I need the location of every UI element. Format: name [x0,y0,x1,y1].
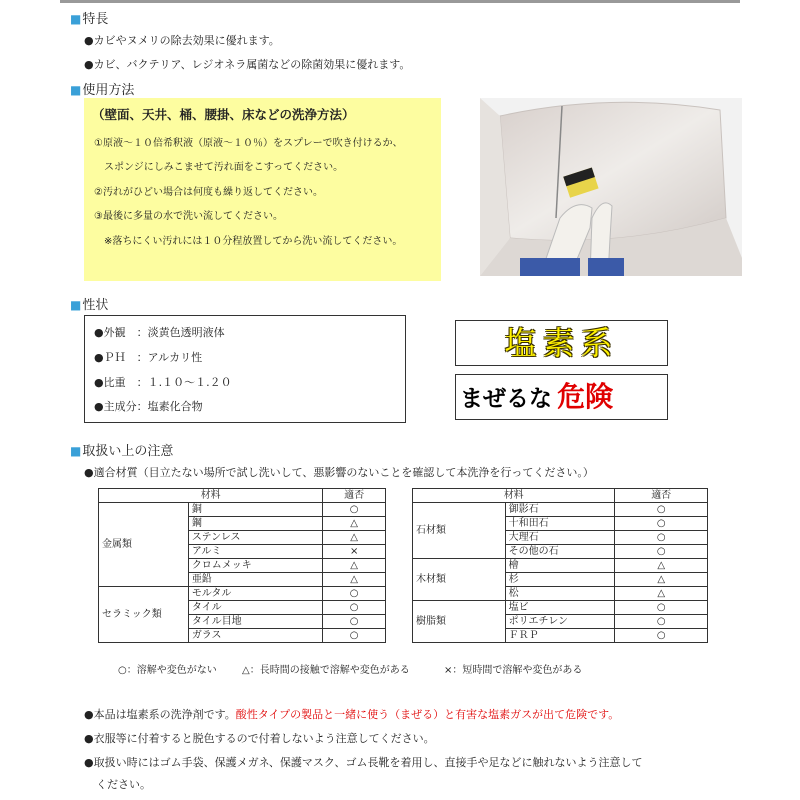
material-name: モルタル [188,587,322,601]
suitability: △ [323,573,386,587]
suitability: ○ [323,615,386,629]
group-name: 木材類 [413,559,506,601]
mix-danger: 危険 [557,380,614,413]
suitability: △ [615,587,708,601]
suitability: ○ [323,503,386,517]
suitability: ○ [323,601,386,615]
material-name: 檜 [505,559,615,573]
property-main-ingredient: ●主成分：塩素化合物 [94,400,203,413]
suitability: ○ [615,601,708,615]
material-name: 大理石 [505,531,615,545]
material-name: 御影石 [505,503,615,517]
suitability: △ [615,559,708,573]
usage-line-1: ①原液～１０倍希釈液（原液～１０％）をスプレーで吹き付けるか、 [94,138,403,149]
properties-heading [70,294,108,313]
handling-title: 取扱い上の注意 [82,444,174,459]
table-header-row [99,489,386,503]
note-3: ●取扱い時にはゴム手袋、保護メガネ、保護マスク、ゴム長靴を着用し、直接手や足などに触れないよう注意して [84,756,643,769]
suitability: △ [323,517,386,531]
suitability: ○ [615,545,708,559]
suitability: ○ [615,629,708,643]
table-header-row [413,489,708,503]
suitability: ○ [323,587,386,601]
suitability: ○ [615,503,708,517]
group-name: 金属類 [99,503,189,587]
group-name: 樹脂類 [413,601,506,643]
col-ok: 適否 [323,489,386,503]
group-name: セラミック類 [99,587,189,643]
note-1-text: ●本品は塩素系の洗浄剤です。 [84,708,236,721]
material-name: 十和田石 [505,517,615,531]
feature-item-2: ●カビ、バクテリア、レジオネラ属菌などの除菌効果に優れます。 [84,58,411,71]
materials-table-left [98,488,386,643]
cleaning-photo [480,98,742,276]
usage-heading [70,79,134,98]
suitability: ○ [615,517,708,531]
group-name: 石材類 [413,503,506,559]
suitability: △ [323,531,386,545]
usage-line-2: スポンジにしみこませて汚れ面をこすってください。 [104,162,344,173]
material-name: クロムメッキ [188,559,322,573]
property-ph: ●ＰＨ ：アルカリ性 [94,351,203,364]
material-name: タイル目地 [188,615,322,629]
suitability: △ [615,573,708,587]
suitability: ○ [615,615,708,629]
material-name: ガラス [188,629,322,643]
suitability: ○ [615,531,708,545]
material-name: ポリエチレン [505,615,615,629]
table-row [413,601,708,615]
legend-ok: ○：溶解や変色がない [118,665,217,676]
materials-table-right [412,488,708,643]
note-1 [84,706,619,722]
material-name: 塩ビ [505,601,615,615]
note-1-warning: 酸性タイプの製品と一緒に使う（まぜる）と有害な塩素ガスが出て危険です。 [235,708,620,721]
material-name: タイル [188,601,322,615]
note-3-cont: ください。 [96,778,151,791]
table-row [413,559,708,573]
material-name: 鋼 [188,517,322,531]
material-name: 亜鉛 [188,573,322,587]
col-material: 材料 [413,489,615,503]
legend-bad: ×：短時間で溶解や変色がある [444,665,583,676]
suitability: × [323,545,386,559]
features-heading [70,8,108,27]
material-name: 松 [505,587,615,601]
material-name: ＦＲＰ [505,629,615,643]
suitability: △ [323,559,386,573]
col-material: 材料 [99,489,323,503]
table-row [99,503,386,517]
mix-danger-label [455,374,668,420]
usage-line-4: ③最後に多量の水で洗い流してください。 [94,211,283,222]
chlorine-label: 塩素系 [455,320,668,366]
section-square-icon: ■ [70,298,82,312]
section-square-icon: ■ [70,444,82,458]
usage-title: 使用方法 [82,83,135,98]
features-title: 特長 [82,12,109,27]
materials-intro: ●適合材質（目立たない場所で試し洗いして、悪影響のないことを確認して本洗浄を行ってください。） [84,466,594,479]
properties-title: 性状 [82,298,109,313]
material-name: その他の石 [505,545,615,559]
usage-box-title: （壁面、天井、桶、腰掛、床などの洗浄方法） [92,107,355,122]
feature-item-1: ●カビやヌメリの除去効果に優れます。 [84,34,280,47]
table-row [99,587,386,601]
legend-partial: △：長時間の接触で溶解や変色がある [242,665,410,676]
property-appearance: ●外観 ：淡黄色透明液体 [94,326,225,339]
handling-heading [70,440,173,459]
suitability: ○ [323,629,386,643]
table-row [413,503,708,517]
material-name: アルミ [188,545,322,559]
section-square-icon: ■ [70,12,82,26]
section-square-icon: ■ [70,83,82,97]
material-name: ステンレス [188,531,322,545]
property-specific-gravity: ●比重 ：１.１０～１.２０ [94,376,232,389]
material-name: 銅 [188,503,322,517]
mix-prefix: まぜるな [460,385,552,412]
usage-line-5: ※落ちにくい汚れには１０分程放置してから洗い流してください。 [104,236,403,247]
note-2: ●衣服等に付着すると脱色するので付着しないよう注意してください。 [84,732,435,745]
col-ok: 適否 [615,489,708,503]
usage-line-3: ②汚れがひどい場合は何度も繰り返してください。 [94,187,323,198]
material-name: 杉 [505,573,615,587]
top-rule [60,0,740,3]
